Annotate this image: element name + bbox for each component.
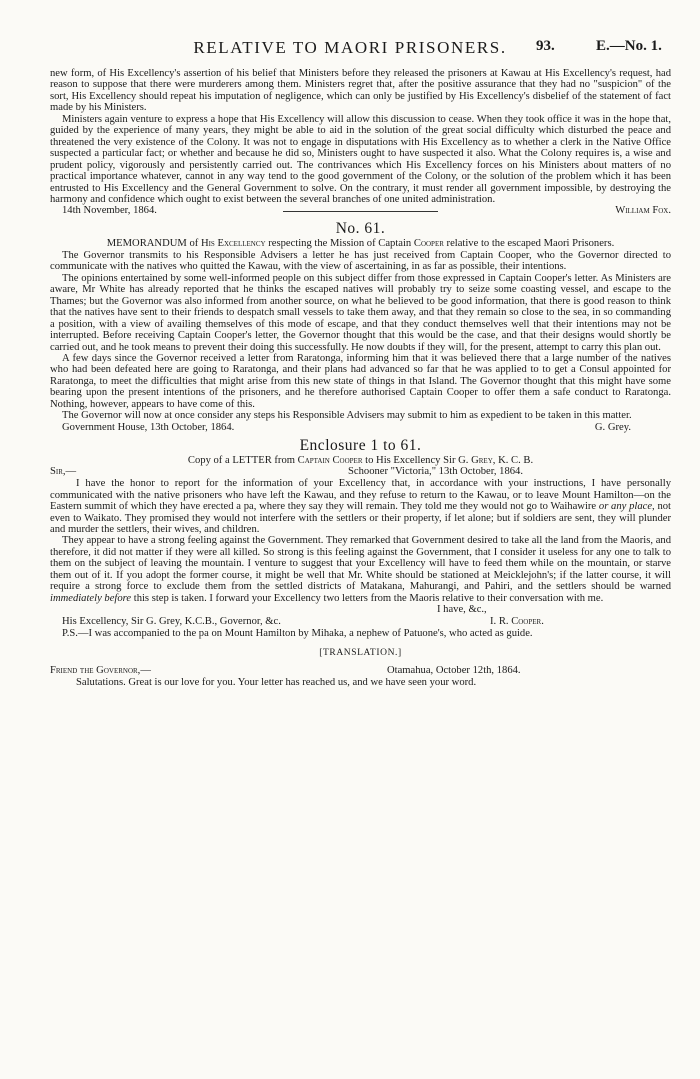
translation-label: [TRANSLATION.] [319,647,402,658]
salutation: Friend the Governor,— [50,665,151,677]
page-number: 93. [536,38,555,54]
signature: William Fox. [615,205,671,217]
separator-rule [283,211,438,212]
letter-place-date: Schooner "Victoria," 13th October, 1864. [348,466,523,478]
paragraph: They appear to have a strong feeling against the Government. They remarked that Government desired to take all the land from the Maoris, and therefore, it did not matter if they were all killed. So strong is this feeling against the Government, that I consider it useless for any one to talk to them on the subject of leaving the mountain. I venture to suggest that your Excellency will have to feed them while on the mountain, or starve them out of it. If you adopt the former course, it might be well that Mr. White should be stationed at Meicklejohn's; if the latter course, it will require a strong force to exclude them from the settled districts of Matakana, Mahurangi, and Pahiri, and the settlers should be warned immediately before this step is taken. I forward your Excellency two letters from the Maoris relative to their conversation with me. [50,535,671,604]
addressee: His Excellency, Sir G. Grey, K.C.B., Governor, &c. [62,616,281,628]
closing: I have, &c., [437,604,487,616]
salutation-row [50,665,671,677]
paragraph: Salutations. Great is our love for you. Your letter has reached us, and we have seen your word. [76,677,477,689]
paragraph: The opinions entertained by some well-informed people on this subject differ from those expressed in Captain Cooper's letter. As Ministers are aware, Mr White has already reported that he thinks the escaped natives will probably try to seize some coasting vessel, and escape to the Thames; but the Governor was also informed from another source, on what he believed to be good information, that there is good reason to think that the natives have sent to their friends to despatch small vessels to take them away, and that they remain so close to the sea, in so commanding a position, with a view of availing themselves of this mode of escape, and that they conduct themselves well that their intentions may not be interrupted. Before receiving Captain Cooper's letter, the Governor thought that this would be the case, and that their designs would shortly be carried out, and he took means to prevent their doing this successfully. He now doubts if they will, for the present, attempt to carry this plan out. [50,272,671,353]
paragraph: new form, of His Excellency's assertion of his belief that Ministers before they released the prisoners at Kawau at His Excellency's request, had reason to suppose that there were murderers among them. Ministers regret that, after the positive assurance that they had no "suspicion" of the sort, His Excellency should repeat his imputation of negligence, which can only be justified by His Excellency's disbelief of the statement of fact made by his Ministers. [50,68,671,114]
document-number-heading: No. 61. [335,220,386,238]
letter-title: Copy of a LETTER from Captain Cooper to His Excellency Sir G. Grey, K. C. B. [187,454,534,466]
paragraph: Ministers again venture to express a hope that His Excellency will allow this discussion to cease. When they took office it was in the hope that, guided by the experience of many years, they might be able to aid in the solution of the great social difficulty which disturbed the peace and threatened the very existence of the Colony. It was not to engage in disputations with His Excellency as to whether a clerk in the Native Office suspected a particular fact; or whether and because he did so, Ministers ought to have suspected it also. What the Colony requires is, a wise and prudent policy, vigorously and persistently carried out. The contrivances which His Excellency forces on his Ministers about matters of no practical importance whatever, cannot in any way tend to the good government of the Colony, or the solution of the problem which it has been entrusted to His Excellency and the General Government to solve. On the contrary, it must render all government impossible, by destroying the harmony and confidence which ought to exist between the several branches of one united administration. [50,113,671,205]
enclosure-heading: Enclosure 1 to 61. [299,436,422,454]
salutation: Sir,— [50,466,77,478]
postscript: P.S.—I was accompanied to the pa on Mount Hamilton by Mihaka, a nephew of Patuone's, who acted as guide. [62,628,533,640]
memo-date: 14th November, 1864. [62,205,157,217]
place-date: Government House, 13th October, 1864. [62,421,235,433]
memorandum-title: MEMORANDUM of His Excellency respecting the Mission of Captain Cooper relative to the escaped Maori Prisoners. [106,238,615,250]
paragraph: I have the honor to report for the information of your Excellency that, in accordance with your instructions, I have personally communicated with the native prisoners who have left the Kawau, and they refuse to return to the Kawau, or to leave Mount Hamilton—on the Eastern summit of which they have erected a pa, where they say they will remain. They told me they would not go to Waihawire or any place, not even to Waikato. They promised they would not interfere with the settlers or their property, if let alone; but if soldiers are sent, they will plunder and murder the settlers, their wives, and children. [50,478,671,535]
paper-reference: E.—No. 1. [596,38,662,54]
closing-row [50,604,671,616]
page-header [0,38,700,58]
addressee-signature-row [50,616,671,628]
paragraph: The Governor will now at once consider any steps his Responsible Advisers may submit to him as expedient to be taken in this matter. [62,410,632,422]
paragraph: A few days since the Governor received a letter from Raratonga, informing him that it was believed there that a large number of the natives who had been defeated here are going to Raratonga, and their plans had advanced so far that he was applied to to get a Consul appointed for Raratonga, to meet the difficulties that might arise from this new state of things in that Island. The Governor thought that this might have some bearing upon the present intentions of the prisoners, and he therefore authorised Captain Cooper to offer them a safe conduct to Raratonga. Nothing, however, appears to have come of this. [50,352,671,410]
signature: G. Grey. [594,421,631,433]
letter-place-date: Otamahua, October 12th, 1864. [387,665,521,677]
signature: I. R. Cooper. [490,616,544,628]
salutation-row [50,466,671,478]
place-signature-row [50,422,671,434]
memo-label: MEMORANDUM [106,238,187,250]
running-title: RELATIVE TO MAORI PRISONERS. [193,38,507,57]
date-signature-row [50,205,671,217]
paragraph: The Governor transmits to his Responsible Advisers a letter he has just received from Captain Cooper, who the Governor directed to communicate with the natives who quitted the Kawau, with the view of ascertaining, in as far as possible, their intentions. [50,249,671,273]
page-body [50,68,671,688]
